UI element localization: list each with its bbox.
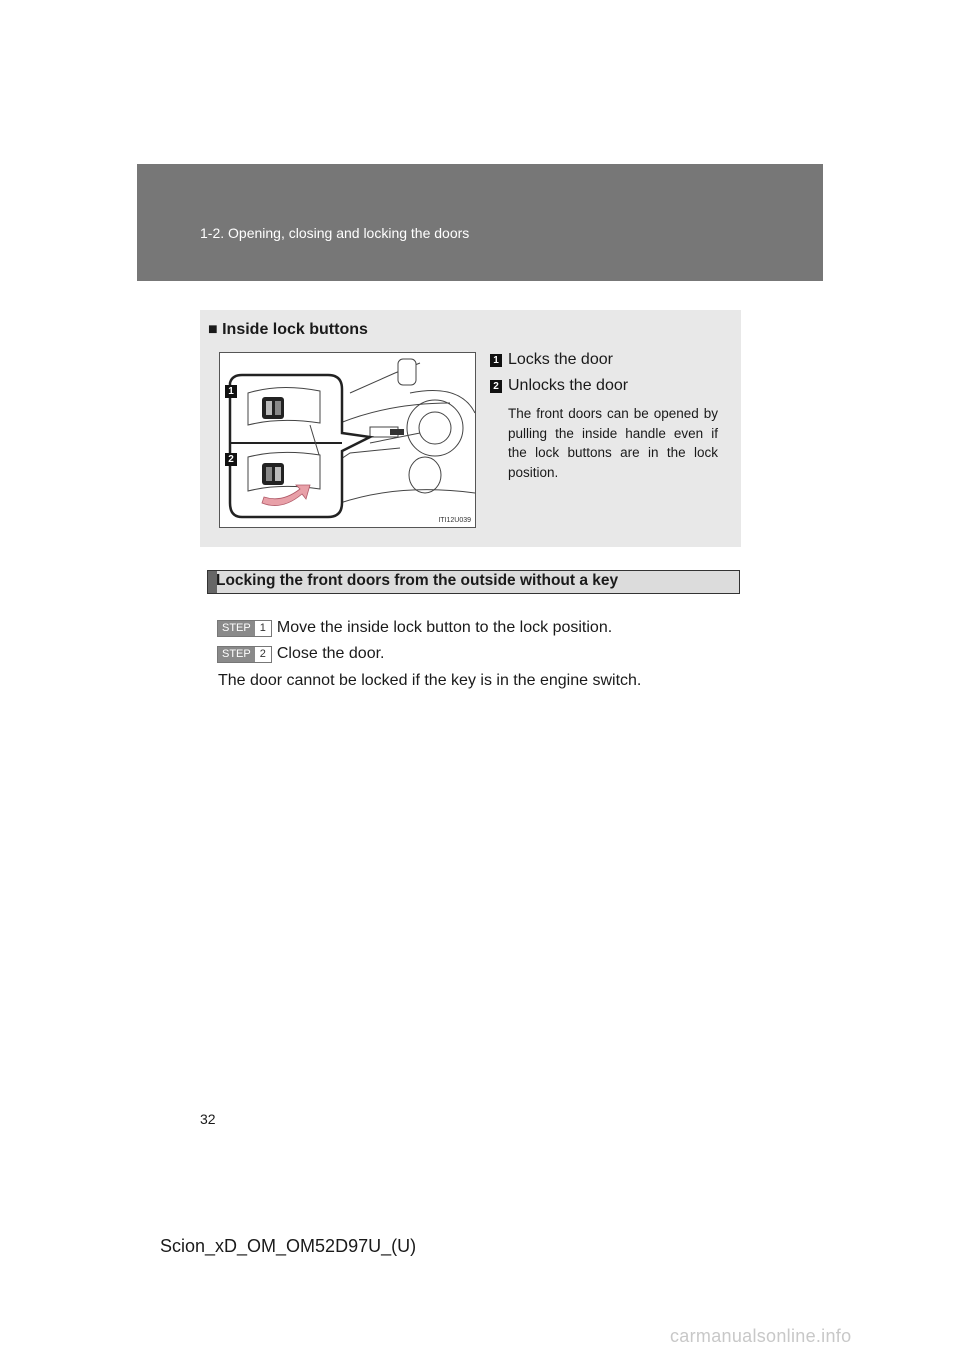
document-code: Scion_xD_OM_OM52D97U_(U) bbox=[160, 1236, 417, 1256]
legend-2-text: Unlocks the door bbox=[508, 377, 629, 394]
legend-1-text: Locks the door bbox=[508, 351, 613, 368]
legend-item-1 bbox=[490, 351, 613, 369]
step-2-badge bbox=[217, 646, 272, 663]
step-2-number: 2 bbox=[255, 647, 271, 662]
header-band bbox=[137, 164, 823, 281]
section-heading: Locking the front doors from the outside without a key bbox=[216, 572, 619, 589]
page-number: 32 bbox=[200, 1111, 216, 1127]
callout-2-badge: 2 bbox=[225, 453, 237, 466]
illustration-code: ITI12U039 bbox=[438, 517, 471, 524]
legend-2-badge: 2 bbox=[490, 380, 502, 393]
step-2-text: Close the door. bbox=[276, 645, 385, 662]
step-1-number: 1 bbox=[255, 621, 271, 636]
info-box-note: The front doors can be opened by pulling the inside handle even if the lock buttons are in the lock position. bbox=[508, 406, 718, 480]
door-lock-illustration bbox=[219, 352, 476, 528]
info-box-heading: ■ Inside lock buttons bbox=[208, 321, 368, 338]
section-header-title: 1-2. Opening, closing and locking the doors bbox=[200, 225, 470, 241]
step-1-badge bbox=[217, 620, 272, 637]
callout-1-badge: 1 bbox=[225, 385, 237, 398]
step-1-text: Move the inside lock button to the lock position. bbox=[276, 619, 613, 636]
section-note: The door cannot be locked if the key is in the engine switch. bbox=[218, 672, 642, 689]
legend-1-badge: 1 bbox=[490, 354, 502, 367]
legend-item-2 bbox=[490, 377, 628, 395]
illustration-drawing bbox=[220, 353, 475, 527]
step-1 bbox=[217, 619, 612, 637]
step-2 bbox=[217, 645, 384, 663]
watermark: carmanualsonline.info bbox=[670, 1326, 852, 1346]
step-2-label: STEP bbox=[218, 647, 255, 662]
step-1-label: STEP bbox=[218, 621, 255, 636]
